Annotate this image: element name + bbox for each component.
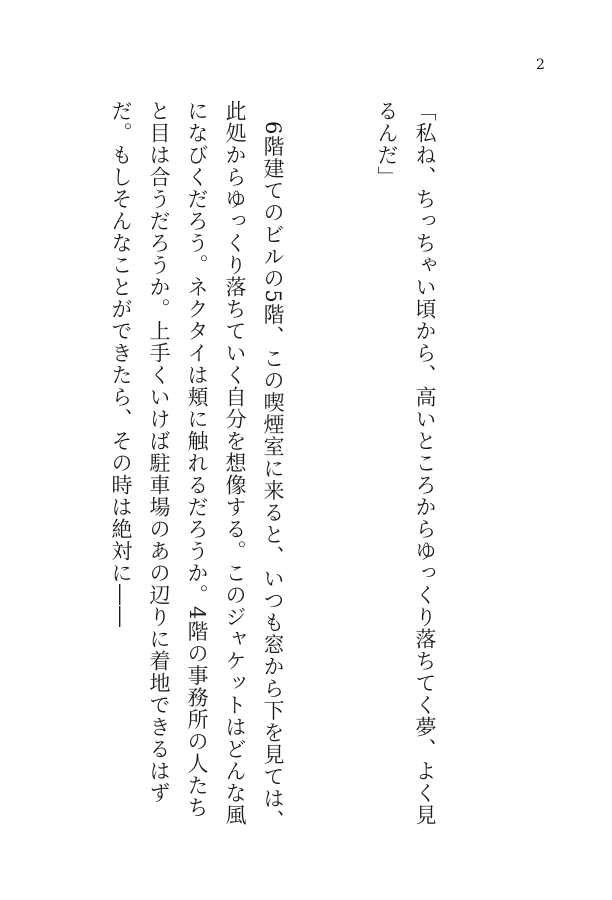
paragraph-smoking-room: 6階建てのビルの5階、この喫煙室に来ると、いつも窓から下を見ては、此処からゆっくり落ちていく自分を想像する。このジャケットはどんな風になびくだろう。ネクタイは頬に触れるだろうか。4階の事務所の人たちと目は合うだろうか。上手くいけば駐車場のあの辺りに着地できるはずだ。もしそんなことができたら、その時は絶対に―― xyxy=(109,100,285,832)
paragraph-quote: 「私ね、ちっちゃい頃から、高いところからゆっくり落ちてく夢、よく見るんだ」 xyxy=(375,100,437,826)
blank-line xyxy=(0,100,26,840)
page-number: 2 xyxy=(536,57,545,73)
body-text xyxy=(0,100,520,840)
